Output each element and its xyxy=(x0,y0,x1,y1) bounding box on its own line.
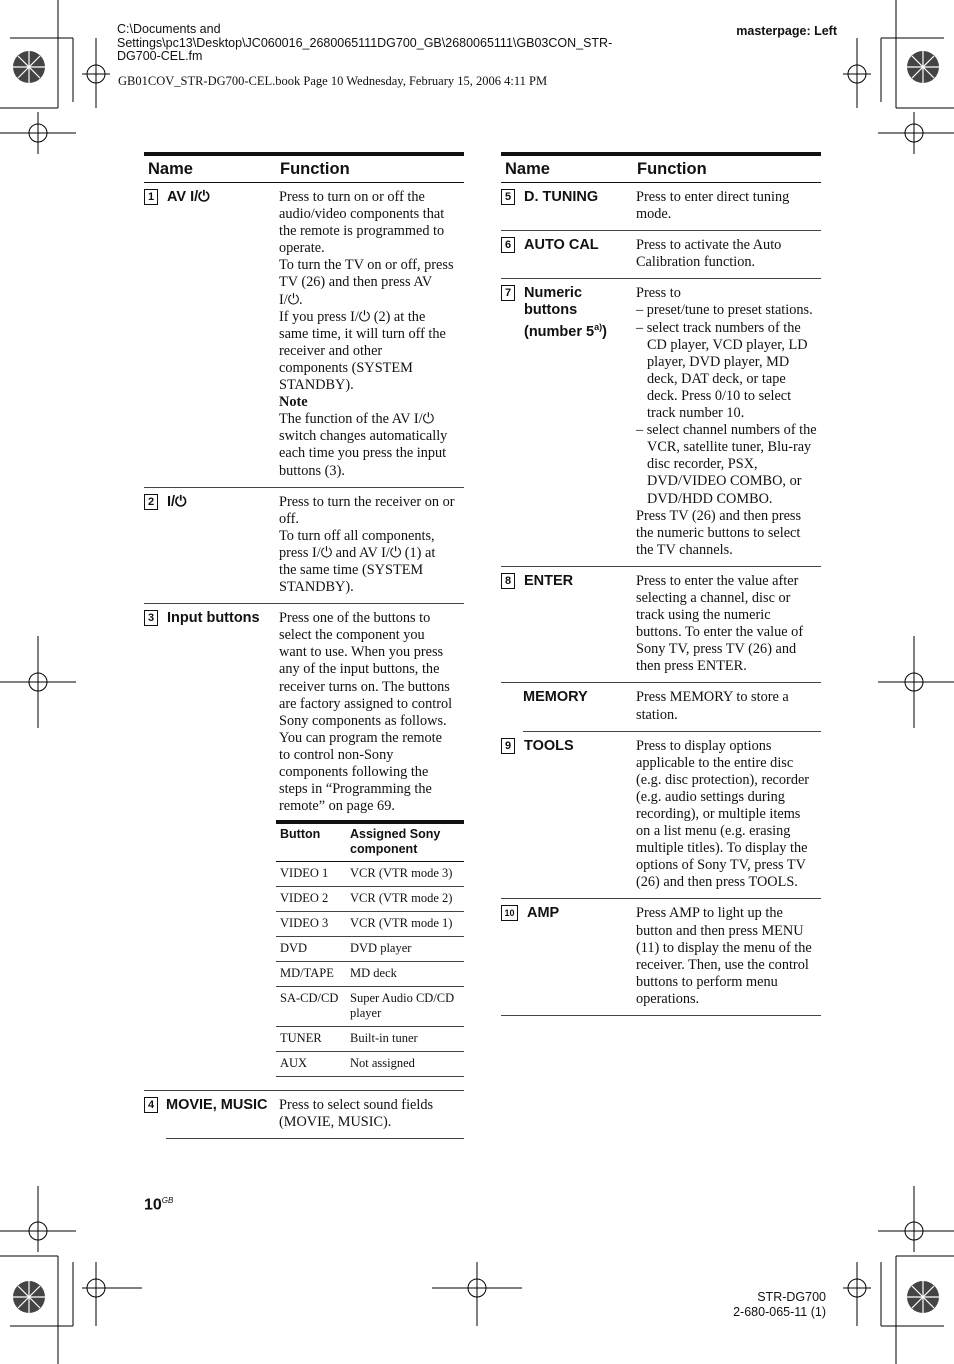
sub-cell: Not assigned xyxy=(350,1056,415,1070)
function-line: Calibration function. xyxy=(636,254,756,271)
table-row xyxy=(501,732,821,900)
callout-number: 1 xyxy=(144,189,158,205)
note-label: Note xyxy=(279,394,308,411)
col-name-header: Name xyxy=(505,159,550,178)
function-line: If you press I/⏻ (2) at the xyxy=(279,308,426,325)
table-row xyxy=(501,899,821,1016)
sub-cell: TUNER xyxy=(280,1031,322,1045)
sub-table-row xyxy=(276,887,464,912)
sub-table-row xyxy=(276,912,464,937)
function-line: components following the xyxy=(279,764,429,780)
button-name: MEMORY xyxy=(523,689,588,706)
function-line: to control non-Sony xyxy=(279,746,394,763)
button-name: ENTER xyxy=(524,572,574,589)
callout-number: 3 xyxy=(144,610,158,626)
function-line: any of the input buttons, the xyxy=(279,661,440,678)
file-path-line: C:\Documents and xyxy=(117,22,221,36)
row-name xyxy=(147,1097,279,1131)
table-row xyxy=(501,183,821,231)
note-line: each time you press the input xyxy=(279,445,447,462)
function-line: are factory assigned to control xyxy=(279,695,453,712)
file-path-line: DG700-CEL.fm xyxy=(117,49,203,63)
table-row xyxy=(501,567,821,684)
row-function xyxy=(636,237,818,271)
function-line: same time, it will turn off the xyxy=(279,325,446,342)
callout-number: 7 xyxy=(501,285,515,301)
row-function xyxy=(279,189,464,480)
row-name xyxy=(501,189,636,223)
callout-number: 9 xyxy=(501,738,515,754)
row-function xyxy=(636,738,818,892)
page-number xyxy=(144,1196,173,1214)
table-row xyxy=(501,279,821,567)
function-line: STANDBY). xyxy=(279,579,354,596)
callout-number: 5 xyxy=(501,189,515,205)
row-name xyxy=(501,738,636,892)
table-header xyxy=(144,152,464,183)
function-line: Press to turn on or off the xyxy=(279,189,425,205)
row-name xyxy=(144,494,279,597)
function-line: select the component you xyxy=(279,627,425,644)
button-name: AMP xyxy=(527,905,560,922)
function-line: (MOVIE, MUSIC). xyxy=(279,1114,392,1131)
function-line: press I/⏻ and AV I/⏻ (1) at xyxy=(279,544,436,561)
function-line: Press one of the buttons to xyxy=(279,610,431,627)
row-name xyxy=(523,689,636,723)
table-row xyxy=(144,183,464,488)
table-row xyxy=(144,488,464,605)
col-function-header: Function xyxy=(637,159,707,178)
book-info: GB01COV_STR-DG700-CEL.book Page 10 Wednesday, February 15, 2006 4:11 PM xyxy=(118,74,548,88)
sub-col-button: Button xyxy=(280,827,321,841)
file-path-line: Settings\pc13\Desktop\JC060016_2680065111DG700_GB\2680065111\GB03CON_STR- xyxy=(117,35,613,50)
table-row xyxy=(147,1091,464,1139)
button-name: D. TUNING xyxy=(524,189,599,205)
callout-number: 10 xyxy=(501,905,518,921)
button-name: MOVIE, MUSIC xyxy=(166,1097,268,1113)
sub-cell: MD/TAPE xyxy=(280,966,334,980)
row-function xyxy=(636,189,818,223)
function-line: remote” on page 69. xyxy=(279,798,395,815)
sub-cell: VIDEO 1 xyxy=(280,866,329,880)
input-assignment-table xyxy=(276,820,464,1077)
function-line: Press to activate the Auto xyxy=(636,237,782,254)
sub-table-row xyxy=(276,987,464,1027)
function-line: components (SYSTEM xyxy=(279,359,413,376)
function-line: receiver and other xyxy=(279,342,383,359)
function-line: off. xyxy=(279,510,299,527)
sub-col-component: Assigned Sony component xyxy=(350,827,441,856)
row-function xyxy=(279,1097,464,1131)
sub-table-row xyxy=(276,1052,464,1077)
note-line: buttons (3). xyxy=(279,462,345,479)
function-line: Press TV (26) and then press the numeric buttons to select the TV channels. xyxy=(636,507,802,558)
function-line: TV (26) and then press AV xyxy=(279,274,433,291)
button-name-text: Numeric buttons (number 5 xyxy=(524,285,595,341)
button-name: AUTO CAL xyxy=(524,237,599,254)
callout-number: 8 xyxy=(501,573,515,589)
row-name xyxy=(501,285,636,559)
row-name xyxy=(501,573,636,676)
row-function xyxy=(636,285,818,559)
function-bullet: – select channel numbers of the VCR, satellite tuner, Blu-ray disc recorder, PSX, DVD/VIDEO COMBO, or DVD/HDD COMBO. xyxy=(636,422,817,507)
row-name xyxy=(144,610,279,1088)
model-info xyxy=(733,1290,826,1320)
button-name-text: ) xyxy=(602,324,607,341)
button-name: I/⏻ xyxy=(167,493,187,510)
sub-cell: Built-in tuner xyxy=(350,1031,418,1045)
function-line: steps in “Programming the xyxy=(279,781,432,798)
row-name xyxy=(501,237,636,271)
sub-cell: MD deck xyxy=(350,966,397,980)
sub-table-row xyxy=(276,1027,464,1052)
page-suffix: GB xyxy=(161,1196,174,1205)
sub-cell: VCR (VTR mode 2) xyxy=(350,891,453,905)
function-text: Press to display options applicable to the entire disc (e.g. disc protection), recorder (e.g. audio settings during recording), or multiple items on a list menu (e.g. erasing multiple titles). To display the options of Sony TV, press TV (26) and then press TOOLS. xyxy=(636,737,810,891)
table-row xyxy=(523,683,821,731)
sub-cell: VIDEO 3 xyxy=(280,916,329,930)
button-name: AV I/⏻ xyxy=(167,189,210,205)
right-function-table xyxy=(501,152,821,1016)
note-line: switch changes automatically xyxy=(279,428,448,445)
sub-cell: AUX xyxy=(280,1056,308,1070)
function-line: want to use. When you press xyxy=(279,644,444,661)
function-line: the same time (SYSTEM xyxy=(279,561,424,578)
function-line: operate. xyxy=(279,240,325,257)
sub-cell: VCR (VTR mode 1) xyxy=(350,916,453,930)
function-line: receiver turns on. The buttons xyxy=(279,678,450,695)
callout-number: 4 xyxy=(144,1097,158,1113)
row-function xyxy=(636,689,818,723)
footnote-marker: a) xyxy=(594,322,603,333)
row-name xyxy=(144,189,279,480)
sub-table-row xyxy=(276,862,464,887)
function-line: the remote is programmed to xyxy=(279,223,445,240)
model-number: STR-DG700 xyxy=(757,1290,826,1304)
row-name xyxy=(501,905,636,1008)
table-header xyxy=(501,152,821,183)
function-line: Press to xyxy=(636,285,681,302)
function-line: You can program the remote xyxy=(279,729,442,746)
sub-table-row xyxy=(276,937,464,962)
function-text: Press MEMORY to store a station. xyxy=(636,689,789,723)
sub-cell: Super Audio CD/CD player xyxy=(350,991,455,1020)
part-number: 2-680-065-11 (1) xyxy=(733,1305,826,1319)
button-name: Input buttons xyxy=(167,610,260,627)
callout-number: 2 xyxy=(144,494,158,510)
file-path xyxy=(117,23,677,64)
row-function xyxy=(636,573,818,676)
sub-cell: SA-CD/CD xyxy=(280,991,339,1005)
note-line: The function of the AV I/⏻ xyxy=(279,411,434,428)
sub-table-header xyxy=(276,820,464,862)
sub-cell: VCR (VTR mode 3) xyxy=(350,866,453,880)
function-line: Press to select sound fields xyxy=(279,1097,434,1113)
table-row xyxy=(501,231,821,279)
function-text: Press to enter the value after selecting a channel, disc or track using the numeric buttons. To enter the value of Sony TV, press TV (26) and then press ENTER. xyxy=(636,572,804,675)
sub-cell: VIDEO 2 xyxy=(280,891,329,905)
masterpage-label: masterpage: Left xyxy=(736,24,837,38)
function-line: I/⏻. xyxy=(279,291,303,308)
sub-table-row xyxy=(276,962,464,987)
button-name xyxy=(524,285,624,559)
function-line: mode. xyxy=(636,206,672,223)
function-bullet: – preset/tune to preset stations. xyxy=(636,302,813,319)
function-line: To turn off all components, xyxy=(279,527,435,544)
row-function xyxy=(636,905,818,1008)
row-function xyxy=(279,494,464,597)
callout-number: 6 xyxy=(501,237,515,253)
function-line: audio/video components that xyxy=(279,206,445,223)
function-line: Sony components as follows. xyxy=(279,712,447,729)
sub-cell: DVD xyxy=(280,941,308,955)
function-line: To turn the TV on or off, press xyxy=(279,257,454,274)
function-text: Press AMP to light up the button and then press MENU (11) to display the menu of the receiver. Then, use the control buttons to perform menu operations. xyxy=(636,905,812,1007)
function-line: STANDBY). xyxy=(279,377,354,394)
sub-cell: DVD player xyxy=(350,941,412,955)
button-name: TOOLS xyxy=(524,737,574,754)
movie-music-row xyxy=(144,1090,464,1139)
function-bullet: – select track numbers of the CD player, VCD player, LD player, DVD player, MD deck, DAT deck, or tape deck. Press 0/10 to select track number 10. xyxy=(636,319,808,422)
function-line: Press to enter direct tuning xyxy=(636,189,790,205)
col-name-header: Name xyxy=(148,159,193,178)
page-number-value: 10 xyxy=(144,1196,162,1214)
function-line: Press to turn the receiver on or xyxy=(279,493,455,510)
col-function-header: Function xyxy=(280,159,350,178)
